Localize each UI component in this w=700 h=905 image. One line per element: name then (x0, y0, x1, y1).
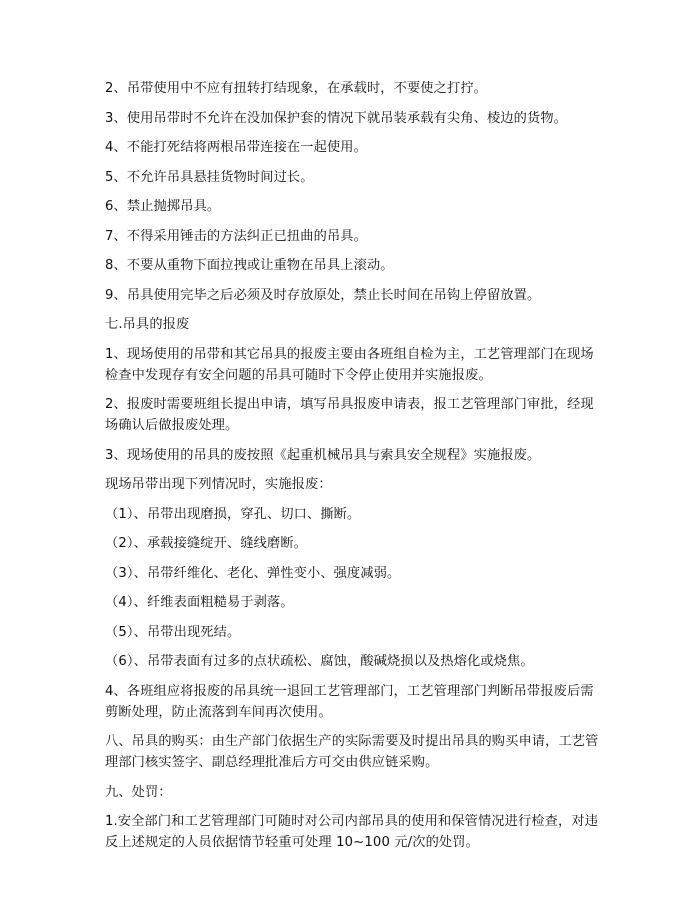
scrap-condition-4: （4）、纤维表面粗糙易于剥落。 (105, 595, 294, 610)
section-8-purchase: 八、吊具的购买：由生产部门依据生产的实际需要及时提出吊具的购买申请，工艺管理部门核实签字、副总经理批准后方可交由供应链采购。 (105, 734, 599, 770)
scrap-rule-4: 4、各班组应将报废的吊具统一退回工艺管理部门，工艺管理部门判断吊带报废后需剪断处理，防止流落到车间再次使用。 (105, 683, 594, 720)
scrap-condition-6: （6）、吊带表面有过多的点状疏松、腐蚀，酸碱烧损以及热熔化或烧焦。 (105, 654, 534, 669)
scrap-condition-2: （2）、承载接缝绽开、缝线磨断。 (105, 536, 308, 551)
scrap-condition-3: （3）、吊带纤维化、老化、弹性变小、强度减弱。 (105, 565, 401, 581)
penalty-rule-1: 1.安全部门和工艺管理部门可随时对公司内部吊具的使用和保管情况进行检查，对违反上述规定的人员依据情节轻重可处理 10~100 元/次的处罚。 (105, 814, 599, 850)
rule-8-no-dragging: 8、不要从重物下面拉拽或让重物在吊具上滚动。 (105, 258, 394, 273)
rule-7-no-hammering: 7、不得采用锤击的方法纠正已扭曲的吊具。 (105, 228, 367, 244)
rule-4-no-knots: 4、不能打死结将两根吊带连接在一起使用。 (105, 140, 367, 155)
scrap-condition-5: （5）、吊带出现死结。 (105, 624, 241, 640)
section-7-heading: 七.吊具的报废 (105, 317, 190, 332)
scrap-conditions-intro: 现场吊带出现下列情况时，实施报废： (105, 477, 332, 492)
rule-6-no-throwing: 6、禁止抛掷吊具。 (105, 199, 221, 214)
scrap-condition-1: （1）、吊带出现磨损，穿孔、切口、撕断。 (105, 506, 361, 522)
scrap-rule-2: 2、报废时需要班组长提出申请，填写吊具报废申请表，报工艺管理部门审批，经现场确认后做报废处理。 (105, 397, 594, 433)
scrap-rule-3: 3、现场使用的吊具的废按照《起重机械吊具与索具安全规程》实施报废。 (105, 447, 541, 463)
section-9-heading: 九、处罚： (105, 784, 172, 800)
document-body (105, 78, 603, 862)
rule-2-no-twisting: 2、吊带使用中不应有扭转打结现象，在承载时，不要使之打拧。 (105, 81, 487, 96)
rule-9-storage: 9、吊具使用完毕之后必须及时存放原处，禁止长时间在吊钩上停留放置。 (105, 287, 541, 303)
rule-5-no-long-hanging: 5、不允许吊具悬挂货物时间过长。 (105, 169, 314, 185)
scrap-rule-1: 1、现场使用的吊带和其它吊具的报废主要由各班组自检为主，工艺管理部门在现场检查中发现存有安全问题的吊具可随时下令停止使用并实施报废。 (105, 346, 594, 383)
rule-3-protective-sleeve: 3、使用吊带时不允许在没加保护套的情况下就吊装承载有尖角、棱边的货物。 (105, 110, 568, 126)
